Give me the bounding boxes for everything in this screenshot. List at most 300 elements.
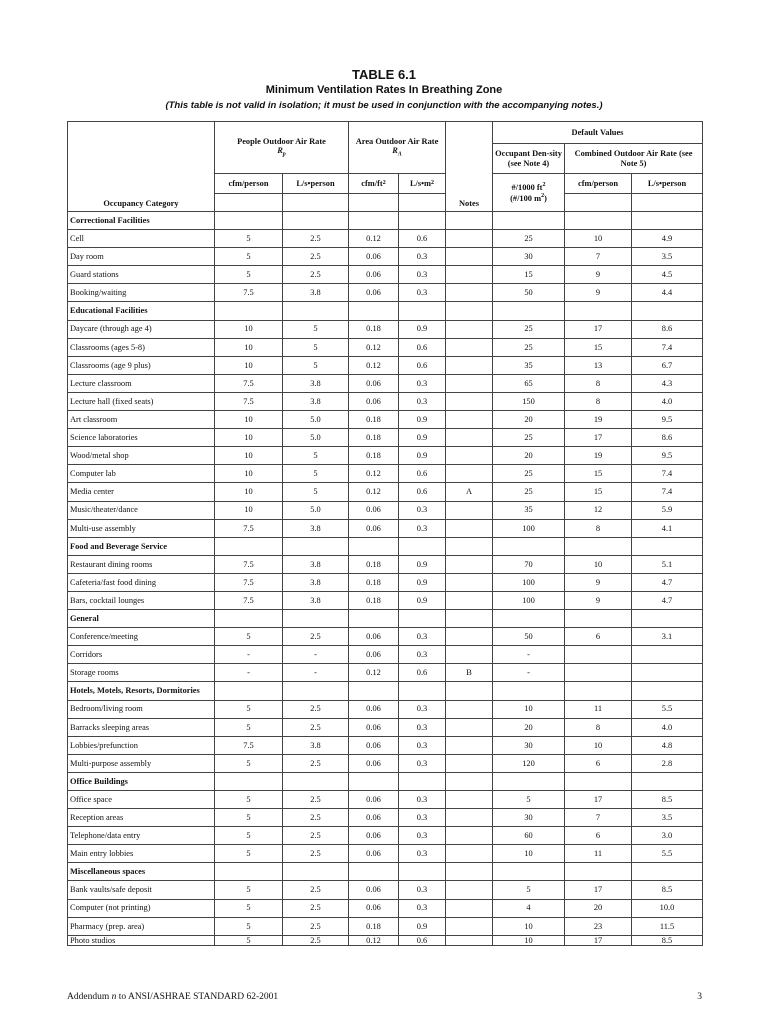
occupancy-name: Telephone/data entry xyxy=(68,827,215,845)
combined-cfm: 17 xyxy=(565,791,632,809)
notes-cell xyxy=(446,881,493,899)
combined-cfm: 17 xyxy=(565,429,632,447)
occupancy-name: Wood/metal shop xyxy=(68,447,215,465)
area-ls: 0.6 xyxy=(399,357,446,375)
area-cfm: 0.06 xyxy=(349,737,399,755)
area-ls: 0.3 xyxy=(399,900,446,918)
density-cell: 25 xyxy=(493,230,565,248)
area-cfm: 0.06 xyxy=(349,628,399,646)
density-cell: 30 xyxy=(493,248,565,266)
area-cfm: 0.18 xyxy=(349,556,399,574)
footer-standard-reference: Addendum n to ANSI/ASHRAE STANDARD 62-2001 xyxy=(67,992,279,1002)
blank-cell xyxy=(283,212,349,230)
combined-ls: 5.9 xyxy=(632,502,703,520)
density-cell: 60 xyxy=(493,827,565,845)
people-cfm: 7.5 xyxy=(215,574,283,592)
blank-cell xyxy=(446,538,493,556)
density-cell: 70 xyxy=(493,556,565,574)
blank-cell xyxy=(283,538,349,556)
area-ls: 0.3 xyxy=(399,284,446,302)
people-cfm: 10 xyxy=(215,502,283,520)
combined-ls: 4.3 xyxy=(632,375,703,393)
area-ls: 0.3 xyxy=(399,266,446,284)
blank-cell xyxy=(632,212,703,230)
people-cfm: 5 xyxy=(215,936,283,946)
blank-cell xyxy=(493,610,565,628)
notes-cell xyxy=(446,701,493,719)
people-ls: 3.8 xyxy=(283,574,349,592)
area-ls: 0.9 xyxy=(399,429,446,447)
combined-ls: 11.5 xyxy=(632,918,703,936)
density-cell: 100 xyxy=(493,520,565,538)
notes-cell xyxy=(446,755,493,773)
blank-cell xyxy=(349,538,399,556)
density-cell: 25 xyxy=(493,339,565,357)
combined-cfm: 12 xyxy=(565,502,632,520)
area-ls: 0.9 xyxy=(399,321,446,339)
combined-cfm: 13 xyxy=(565,357,632,375)
category-heading: Hotels, Motels, Resorts, Dormitories xyxy=(68,682,215,700)
combined-cfm: 10 xyxy=(565,230,632,248)
area-ls: 0.9 xyxy=(399,411,446,429)
area-ls: 0.3 xyxy=(399,845,446,863)
people-cfm: 7.5 xyxy=(215,375,283,393)
area-cfm: 0.06 xyxy=(349,900,399,918)
combined-ls: 4.4 xyxy=(632,284,703,302)
density-cell: 150 xyxy=(493,393,565,411)
occupancy-name: Pharmacy (prep. area) xyxy=(68,918,215,936)
blank-cell xyxy=(632,682,703,700)
people-ls: 2.5 xyxy=(283,266,349,284)
notes-cell xyxy=(446,465,493,483)
area-cfm: 0.06 xyxy=(349,755,399,773)
blank-cell xyxy=(215,194,283,212)
header-combined-rate: Combined Outdoor Air Rate (see Note 5) xyxy=(565,144,703,174)
occupancy-name: Conference/meeting xyxy=(68,628,215,646)
area-cfm: 0.06 xyxy=(349,520,399,538)
people-cfm: 5 xyxy=(215,791,283,809)
area-ls: 0.9 xyxy=(399,447,446,465)
occupancy-name: Guard stations xyxy=(68,266,215,284)
people-cfm: 5 xyxy=(215,900,283,918)
blank-cell xyxy=(446,682,493,700)
combined-ls: 3.1 xyxy=(632,628,703,646)
people-ls: 5 xyxy=(283,339,349,357)
notes-cell xyxy=(446,339,493,357)
area-cfm: 0.12 xyxy=(349,465,399,483)
occupancy-name: Lobbies/prefunction xyxy=(68,737,215,755)
notes-cell xyxy=(446,827,493,845)
occupancy-name: Lecture classroom xyxy=(68,375,215,393)
people-cfm: 5 xyxy=(215,719,283,737)
header-people-symbol: $R_p$ xyxy=(277,145,286,158)
notes-cell xyxy=(446,936,493,946)
area-ls: 0.3 xyxy=(399,791,446,809)
notes-cell xyxy=(446,411,493,429)
area-ls: 0.3 xyxy=(399,737,446,755)
unit-density-imperial: #/1000 $ft^2$ xyxy=(511,182,546,193)
category-heading: Correctional Facilities xyxy=(68,212,215,230)
people-ls: 5.0 xyxy=(283,429,349,447)
people-cfm: 5 xyxy=(215,881,283,899)
people-cfm: 10 xyxy=(215,321,283,339)
combined-cfm: 11 xyxy=(565,701,632,719)
density-cell: 20 xyxy=(493,719,565,737)
occupancy-name: Bank vaults/safe deposit xyxy=(68,881,215,899)
header-notes: Notes xyxy=(446,122,493,212)
combined-ls: 4.7 xyxy=(632,574,703,592)
people-ls: 3.8 xyxy=(283,520,349,538)
combined-cfm: 6 xyxy=(565,755,632,773)
occupancy-name: Classrooms (age 9 plus) xyxy=(68,357,215,375)
area-ls: 0.6 xyxy=(399,465,446,483)
combined-cfm: 8 xyxy=(565,719,632,737)
combined-cfm: 17 xyxy=(565,936,632,946)
header-people-rate-label: People Outdoor Air Rate xyxy=(237,136,326,146)
area-ls: 0.9 xyxy=(399,556,446,574)
unit-density-metric: (#/100 $m^2$) xyxy=(510,192,547,203)
blank-cell xyxy=(349,682,399,700)
people-ls: 5 xyxy=(283,483,349,501)
combined-ls: 3.5 xyxy=(632,248,703,266)
area-cfm: 0.12 xyxy=(349,483,399,501)
notes-cell xyxy=(446,230,493,248)
blank-cell xyxy=(215,773,283,791)
occupancy-name: Science laboratories xyxy=(68,429,215,447)
unit-density xyxy=(493,174,565,212)
density-cell: 10 xyxy=(493,701,565,719)
combined-cfm: 6 xyxy=(565,628,632,646)
header-area-symbol: $R_A$ xyxy=(392,145,402,158)
people-ls: 2.5 xyxy=(283,755,349,773)
area-cfm: 0.18 xyxy=(349,918,399,936)
area-cfm: 0.12 xyxy=(349,357,399,375)
occupancy-name: Bedroom/living room xyxy=(68,701,215,719)
combined-ls: 4.8 xyxy=(632,737,703,755)
category-heading: Educational Facilities xyxy=(68,302,215,320)
blank-cell xyxy=(446,863,493,881)
notes-cell xyxy=(446,429,493,447)
blank-cell xyxy=(215,538,283,556)
density-cell: 10 xyxy=(493,845,565,863)
blank-cell xyxy=(565,610,632,628)
people-ls: 2.5 xyxy=(283,845,349,863)
blank-cell xyxy=(283,610,349,628)
people-cfm: 7.5 xyxy=(215,520,283,538)
area-ls: 0.9 xyxy=(399,574,446,592)
table-subtitle: Minimum Ventilation Rates In Breathing Zone xyxy=(265,84,503,96)
density-cell: 20 xyxy=(493,411,565,429)
people-ls: 3.8 xyxy=(283,592,349,610)
density-cell: 25 xyxy=(493,321,565,339)
combined-ls: 6.7 xyxy=(632,357,703,375)
area-ls: 0.3 xyxy=(399,755,446,773)
people-cfm: 10 xyxy=(215,411,283,429)
density-cell: 50 xyxy=(493,628,565,646)
header-occupant-density: Occupant Den-sity (see Note 4) xyxy=(493,144,565,174)
blank-cell xyxy=(446,212,493,230)
people-ls: 2.5 xyxy=(283,628,349,646)
notes-cell xyxy=(446,628,493,646)
notes-cell xyxy=(446,918,493,936)
people-ls: 3.8 xyxy=(283,375,349,393)
people-ls: 2.5 xyxy=(283,827,349,845)
density-cell: 4 xyxy=(493,900,565,918)
area-ls: 0.3 xyxy=(399,248,446,266)
combined-ls: 4.1 xyxy=(632,520,703,538)
blank-cell xyxy=(399,682,446,700)
people-cfm: 10 xyxy=(215,429,283,447)
people-ls: 2.5 xyxy=(283,881,349,899)
notes-cell xyxy=(446,900,493,918)
notes-cell xyxy=(446,520,493,538)
blank-cell xyxy=(446,610,493,628)
area-cfm: 0.18 xyxy=(349,574,399,592)
occupancy-name: Cell xyxy=(68,230,215,248)
density-cell: - xyxy=(493,664,565,682)
people-cfm: 5 xyxy=(215,628,283,646)
notes-cell xyxy=(446,646,493,664)
occupancy-name: Reception areas xyxy=(68,809,215,827)
people-ls: 2.5 xyxy=(283,791,349,809)
header-area-rate xyxy=(349,122,446,174)
occupancy-name: Lecture hall (fixed seats) xyxy=(68,393,215,411)
occupancy-name: Multi-purpose assembly xyxy=(68,755,215,773)
combined-ls: 4.7 xyxy=(632,592,703,610)
combined-cfm: 10 xyxy=(565,737,632,755)
people-ls: 5.0 xyxy=(283,502,349,520)
people-cfm: 10 xyxy=(215,357,283,375)
people-cfm: 5 xyxy=(215,755,283,773)
blank-cell xyxy=(283,194,349,212)
blank-cell xyxy=(565,194,632,212)
density-cell: 100 xyxy=(493,574,565,592)
combined-ls: 3.5 xyxy=(632,809,703,827)
occupancy-name: Music/theater/dance xyxy=(68,502,215,520)
area-ls: 0.3 xyxy=(399,827,446,845)
people-cfm: 7.5 xyxy=(215,737,283,755)
notes-cell xyxy=(446,845,493,863)
area-cfm: 0.06 xyxy=(349,284,399,302)
area-ls: 0.6 xyxy=(399,936,446,946)
combined-cfm: 9 xyxy=(565,284,632,302)
unit-combined-cfm: cfm/person xyxy=(565,174,632,194)
unit-ls-m2: L/s•m 2 xyxy=(399,174,446,194)
area-ls: 0.6 xyxy=(399,664,446,682)
occupancy-name: Day room xyxy=(68,248,215,266)
blank-cell xyxy=(565,302,632,320)
combined-cfm: 9 xyxy=(565,574,632,592)
people-ls: - xyxy=(283,664,349,682)
density-cell: 100 xyxy=(493,592,565,610)
people-cfm: - xyxy=(215,646,283,664)
blank-cell xyxy=(399,212,446,230)
notes-cell xyxy=(446,719,493,737)
people-cfm: - xyxy=(215,664,283,682)
combined-ls: 5.5 xyxy=(632,701,703,719)
area-cfm: 0.06 xyxy=(349,845,399,863)
blank-cell xyxy=(493,863,565,881)
notes-cell xyxy=(446,556,493,574)
area-cfm: 0.12 xyxy=(349,936,399,946)
occupancy-name: Booking/waiting xyxy=(68,284,215,302)
unit-cfm-person: cfm/person xyxy=(215,174,283,194)
people-ls: 3.8 xyxy=(283,556,349,574)
area-cfm: 0.18 xyxy=(349,411,399,429)
notes-cell xyxy=(446,266,493,284)
blank-cell xyxy=(565,538,632,556)
combined-cfm: 6 xyxy=(565,827,632,845)
combined-cfm: 15 xyxy=(565,339,632,357)
blank-cell xyxy=(565,863,632,881)
blank-cell xyxy=(349,610,399,628)
people-ls: 3.8 xyxy=(283,393,349,411)
occupancy-name: Restaurant dining rooms xyxy=(68,556,215,574)
blank-cell xyxy=(215,682,283,700)
combined-ls: 7.4 xyxy=(632,465,703,483)
combined-ls: 8.5 xyxy=(632,936,703,946)
area-ls: 0.6 xyxy=(399,339,446,357)
people-ls: 3.8 xyxy=(283,284,349,302)
area-ls: 0.6 xyxy=(399,230,446,248)
occupancy-name: Classrooms (ages 5-8) xyxy=(68,339,215,357)
area-ls: 0.3 xyxy=(399,502,446,520)
occupancy-name: Computer (not printing) xyxy=(68,900,215,918)
combined-ls: 4.5 xyxy=(632,266,703,284)
area-cfm: 0.12 xyxy=(349,339,399,357)
blank-cell xyxy=(349,194,399,212)
blank-cell xyxy=(493,302,565,320)
occupancy-name: Computer lab xyxy=(68,465,215,483)
area-cfm: 0.06 xyxy=(349,881,399,899)
combined-cfm: 7 xyxy=(565,809,632,827)
table-title: TABLE 6.1 xyxy=(351,67,417,82)
combined-ls: 8.6 xyxy=(632,321,703,339)
blank-cell xyxy=(215,302,283,320)
occupancy-name: Photo studios xyxy=(68,936,215,946)
combined-ls: 4.0 xyxy=(632,393,703,411)
people-cfm: 5 xyxy=(215,266,283,284)
blank-cell xyxy=(215,212,283,230)
people-ls: 5 xyxy=(283,465,349,483)
blank-cell xyxy=(446,773,493,791)
people-cfm: 5 xyxy=(215,809,283,827)
notes-cell xyxy=(446,357,493,375)
area-ls: 0.9 xyxy=(399,592,446,610)
area-cfm: 0.18 xyxy=(349,592,399,610)
people-cfm: 10 xyxy=(215,339,283,357)
area-cfm: 0.18 xyxy=(349,321,399,339)
occupancy-name: Art classroom xyxy=(68,411,215,429)
density-cell: 50 xyxy=(493,284,565,302)
occupancy-name: Storage rooms xyxy=(68,664,215,682)
density-cell: - xyxy=(493,646,565,664)
combined-cfm: 19 xyxy=(565,447,632,465)
combined-cfm: 8 xyxy=(565,520,632,538)
blank-cell xyxy=(283,863,349,881)
area-ls: 0.3 xyxy=(399,701,446,719)
header-occupancy-category: Occupancy Category xyxy=(68,122,215,212)
area-ls: 0.6 xyxy=(399,483,446,501)
combined-ls: 2.8 xyxy=(632,755,703,773)
blank-cell xyxy=(283,682,349,700)
combined-ls: 9.5 xyxy=(632,447,703,465)
people-ls: 2.5 xyxy=(283,900,349,918)
people-ls: 2.5 xyxy=(283,248,349,266)
density-cell: 5 xyxy=(493,791,565,809)
occupancy-name: Daycare (through age 4) xyxy=(68,321,215,339)
combined-ls: 5.1 xyxy=(632,556,703,574)
blank-cell xyxy=(349,302,399,320)
notes-cell xyxy=(446,284,493,302)
combined-cfm: 9 xyxy=(565,266,632,284)
combined-ls: 8.5 xyxy=(632,881,703,899)
combined-cfm: 7 xyxy=(565,248,632,266)
blank-cell xyxy=(632,610,703,628)
blank-cell xyxy=(399,538,446,556)
occupancy-name: Main entry lobbies xyxy=(68,845,215,863)
people-ls: 5.0 xyxy=(283,411,349,429)
notes-cell xyxy=(446,737,493,755)
people-cfm: 5 xyxy=(215,701,283,719)
people-ls: 5 xyxy=(283,447,349,465)
area-cfm: 0.06 xyxy=(349,502,399,520)
blank-cell xyxy=(215,610,283,628)
combined-ls: 4.0 xyxy=(632,719,703,737)
combined-ls xyxy=(632,664,703,682)
people-ls: 2.5 xyxy=(283,701,349,719)
combined-ls: 10.0 xyxy=(632,900,703,918)
density-cell: 25 xyxy=(493,429,565,447)
blank-cell xyxy=(632,538,703,556)
combined-ls: 8.6 xyxy=(632,429,703,447)
notes-cell xyxy=(446,592,493,610)
area-cfm: 0.18 xyxy=(349,429,399,447)
density-cell: 10 xyxy=(493,936,565,946)
header-default-values: Default Values xyxy=(493,122,703,144)
occupancy-name: Office space xyxy=(68,791,215,809)
density-cell: 10 xyxy=(493,918,565,936)
blank-cell xyxy=(349,863,399,881)
density-cell: 15 xyxy=(493,266,565,284)
combined-cfm: 20 xyxy=(565,900,632,918)
header-area-rate-label: Area Outdoor Air Rate xyxy=(355,136,439,146)
area-cfm: 0.12 xyxy=(349,230,399,248)
combined-cfm: 8 xyxy=(565,375,632,393)
area-cfm: 0.12 xyxy=(349,664,399,682)
combined-cfm: 19 xyxy=(565,411,632,429)
area-cfm: 0.06 xyxy=(349,827,399,845)
ventilation-table xyxy=(67,121,703,946)
combined-cfm: 11 xyxy=(565,845,632,863)
area-cfm: 0.06 xyxy=(349,248,399,266)
occupancy-name: Bars, cocktail lounges xyxy=(68,592,215,610)
combined-cfm: 17 xyxy=(565,881,632,899)
notes-cell xyxy=(446,574,493,592)
category-heading: Food and Beverage Service xyxy=(68,538,215,556)
density-cell: 25 xyxy=(493,465,565,483)
people-cfm: 5 xyxy=(215,230,283,248)
occupancy-name: Media center xyxy=(68,483,215,501)
area-cfm: 0.06 xyxy=(349,719,399,737)
combined-ls: 5.5 xyxy=(632,845,703,863)
blank-cell xyxy=(632,194,703,212)
notes-cell xyxy=(446,447,493,465)
blank-cell xyxy=(493,538,565,556)
combined-ls: 4.9 xyxy=(632,230,703,248)
combined-ls: 7.4 xyxy=(632,483,703,501)
area-cfm: 0.06 xyxy=(349,646,399,664)
